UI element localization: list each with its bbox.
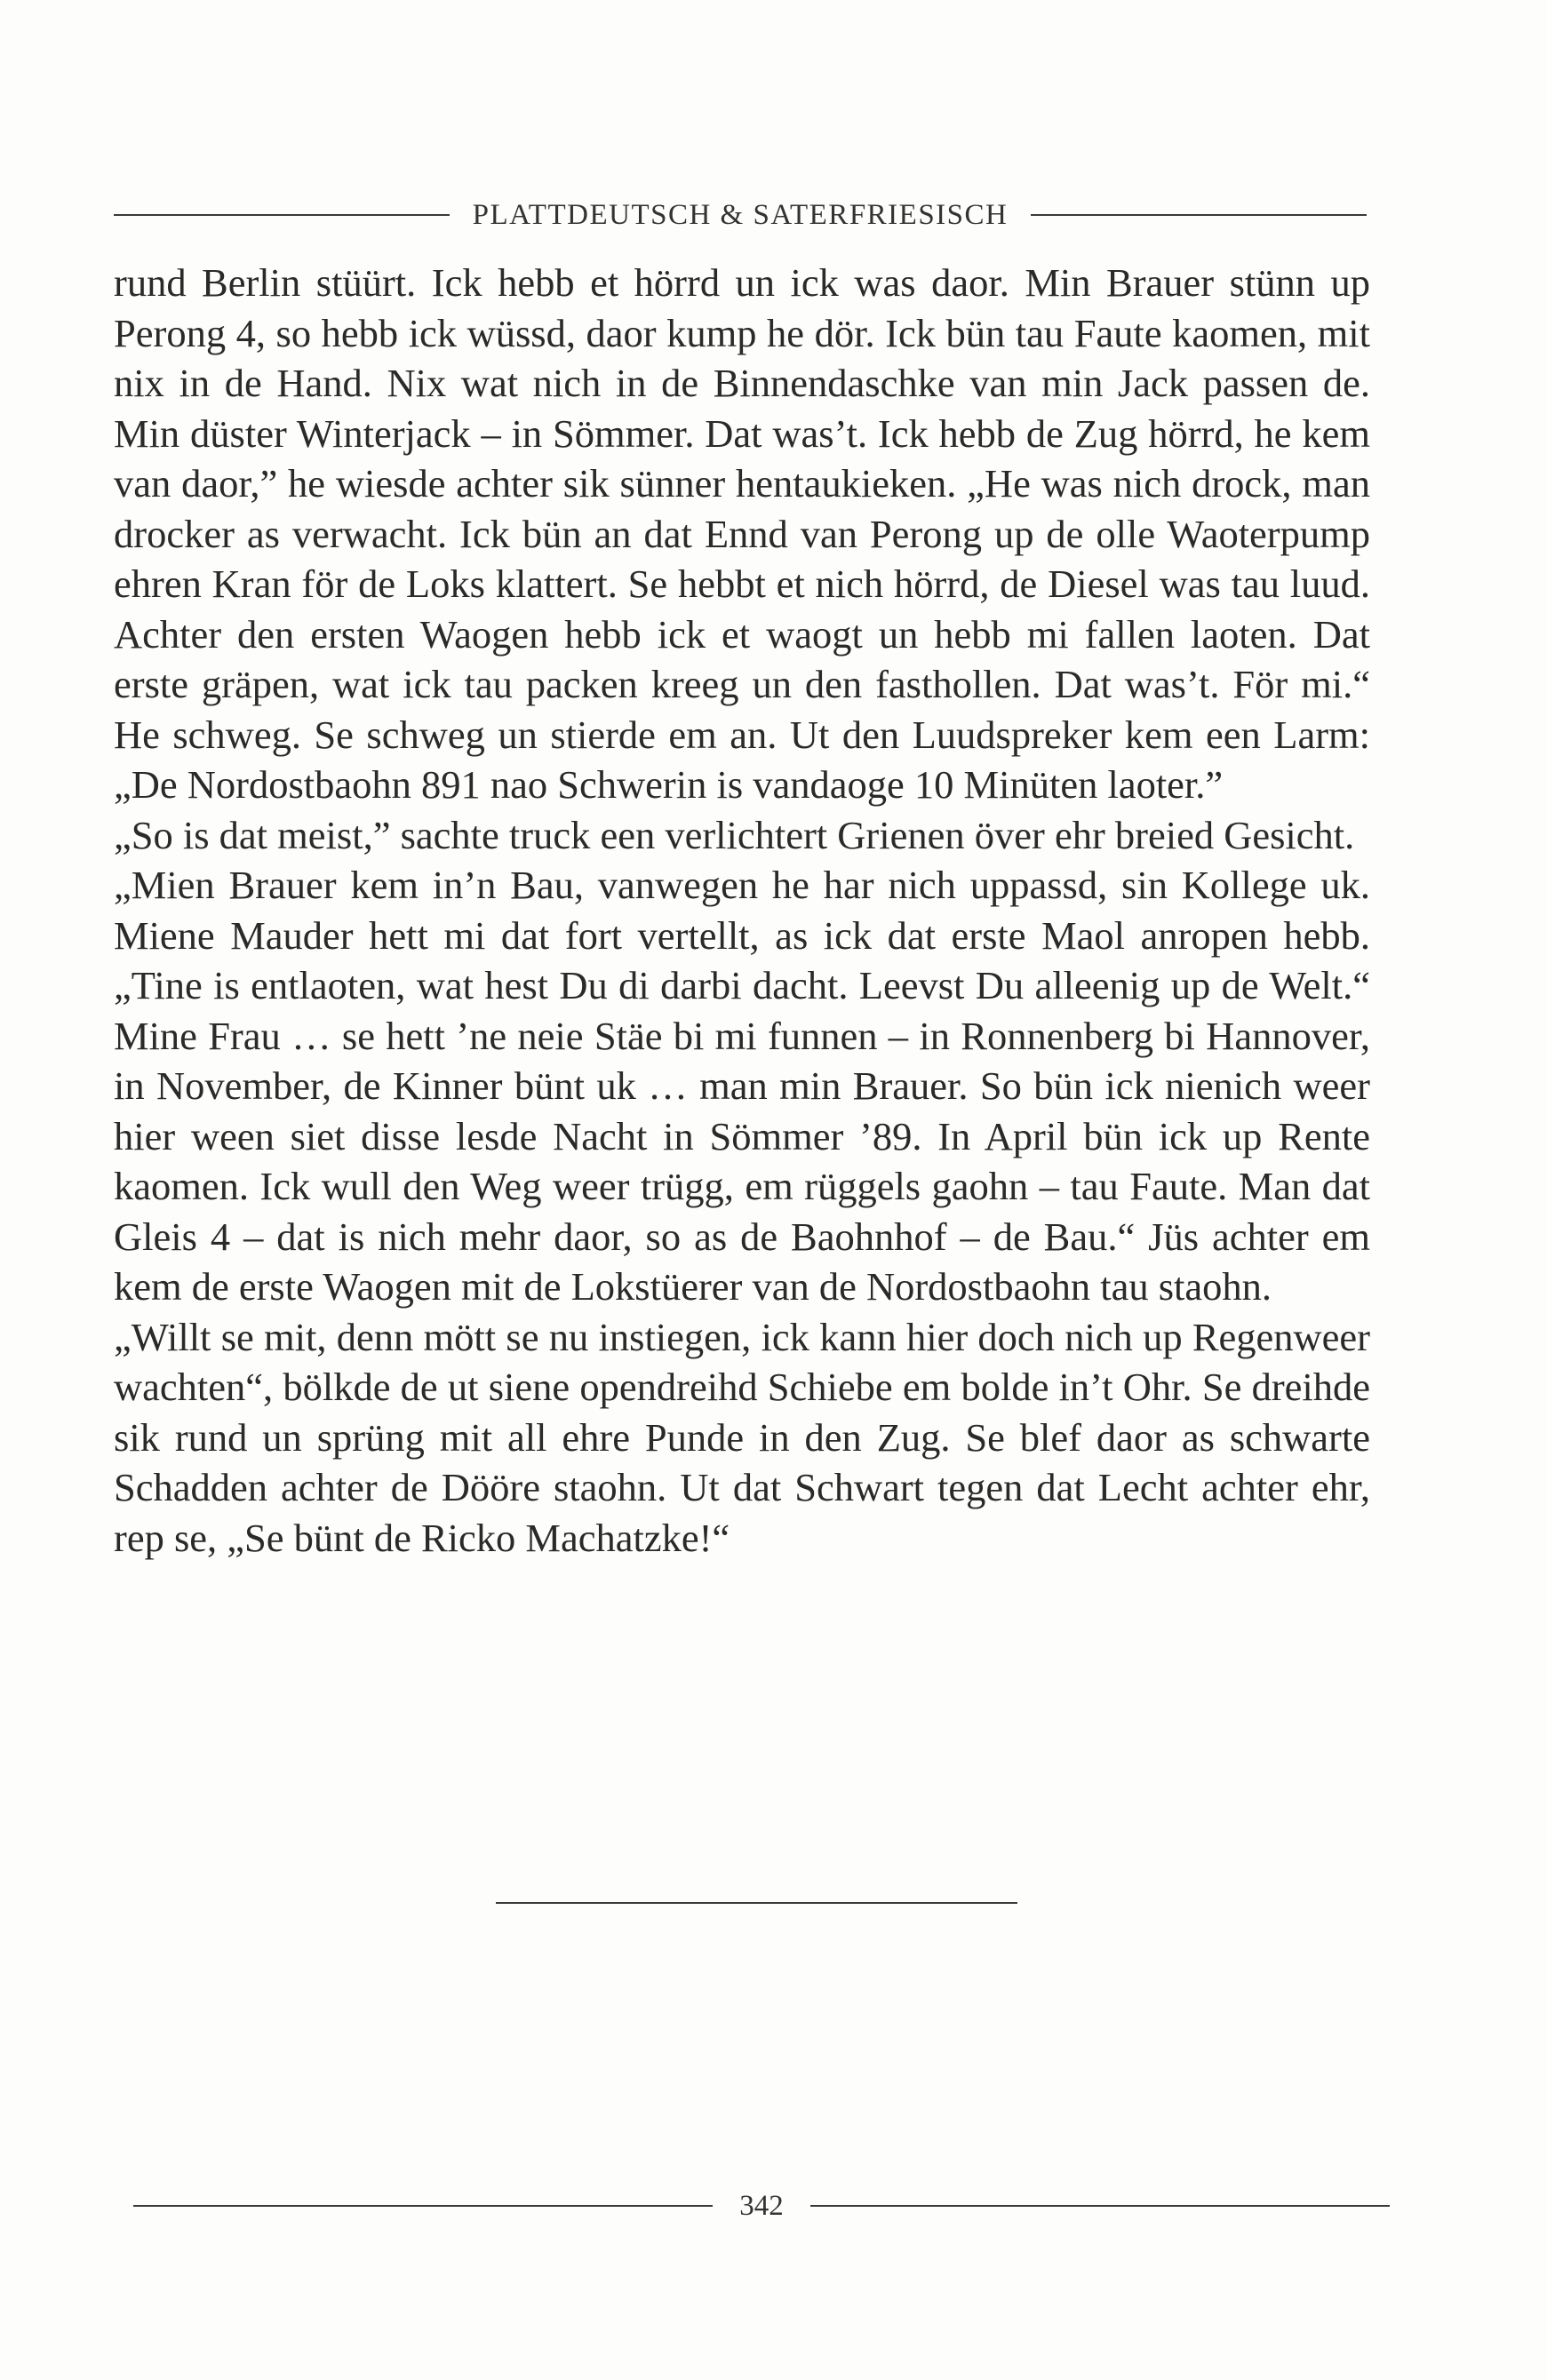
paragraph: „Willt se mit, denn mött se nu instiegen, ick kann hier doch nich up Regenweer wachten“, bölkde de ut siene opendreihd Schiebe em bolde in’t Ohr. Se dreihde sik rund un sprüng mit all ehre Punde in den Zug. Se blef daor as schwarte Schadden achter de Dööre staohn. Ut dat Schwart tegen dat Lecht achter ehr, rep se, „Se bünt de Ricko Machatzke!“ bbox=[114, 1314, 1370, 1560]
header-rule-right bbox=[1031, 214, 1367, 216]
page-number: 342 bbox=[739, 2189, 784, 2222]
page-footer bbox=[133, 2188, 1390, 2224]
section-end-rule bbox=[496, 1902, 1017, 1904]
footer-rule-left bbox=[133, 2205, 713, 2207]
header-rule-left bbox=[114, 214, 450, 216]
paragraph: „Mien Brauer kem in’n Bau, vanwegen he har nich uppassd, sin Kollege uk. Miene Mauder hett mi dat fort vertellt, as ick dat erste Maol anropen hebb. „Tine is entlaoten, wat hest Du di darbi dacht. Leevst Du alleenig up de Welt.“ Mine Frau … se hett ’ne neie Stäe bi mi funnen – in Ronnenberg bi Hannover, in November, de Kinner bünt uk … man min Brauer. So bün ick nienich weer hier ween siet disse lesde Nacht in Sömmer ’89. In April bün ick up Rente kaomen. Ick wull den Weg weer trügg, em rüggels gaohn – tau Faute. Man dat Gleis 4 – dat is nich mehr daor, so as de Baohnhof – de Bau.“ Jüs achter em kem de erste Waogen mit de Lokstüerer van de Nordostbaohn tau staohn. bbox=[114, 863, 1370, 1309]
paragraph: „So is dat meist,” sachte truck een verlichtert Grienen över ehr breied Gesicht. bbox=[114, 812, 1355, 857]
running-header bbox=[114, 197, 1367, 233]
footer-rule-right bbox=[810, 2205, 1390, 2207]
paragraph: rund Berlin stüürt. Ick hebb et hörrd un ick was daor. Min Brauer stünn up Perong 4, so hebb ick wüssd, daor kump he dör. Ick bün tau Faute kaomen, mit nix in de Hand. Nix wat nich in de Binnendaschke van min Jack passen de. Min düster Winterjack – in Sömmer. Dat was’t. Ick hebb de Zug hörrd, he kem van daor,” he wiesde achter sik sünner hentaukieken. „He was nich drock, man drocker as verwacht. Ick bün an dat Ennd van Perong up de olle Waoterpump ehren Kran för de Loks klattert. Se hebbt et nich hörrd, de Diesel was tau luud. Achter den ersten Waogen hebb ick et waogt un hebb mi fallen laoten. Dat erste gräpen, wat ick tau packen kreeg un den fasthollen. Dat was’t. För mi.“ He schweg. Se schweg un stierde em an. Ut den Luudspreker kem een Larm: „De Nordostbaohn 891 nao Schwerin is vandaoge 10 Minüten laoter.” bbox=[114, 260, 1370, 807]
running-header-title: PLATTDEUTSCH & SATERFRIESISCH bbox=[472, 198, 1009, 231]
body-text bbox=[114, 258, 1370, 1563]
